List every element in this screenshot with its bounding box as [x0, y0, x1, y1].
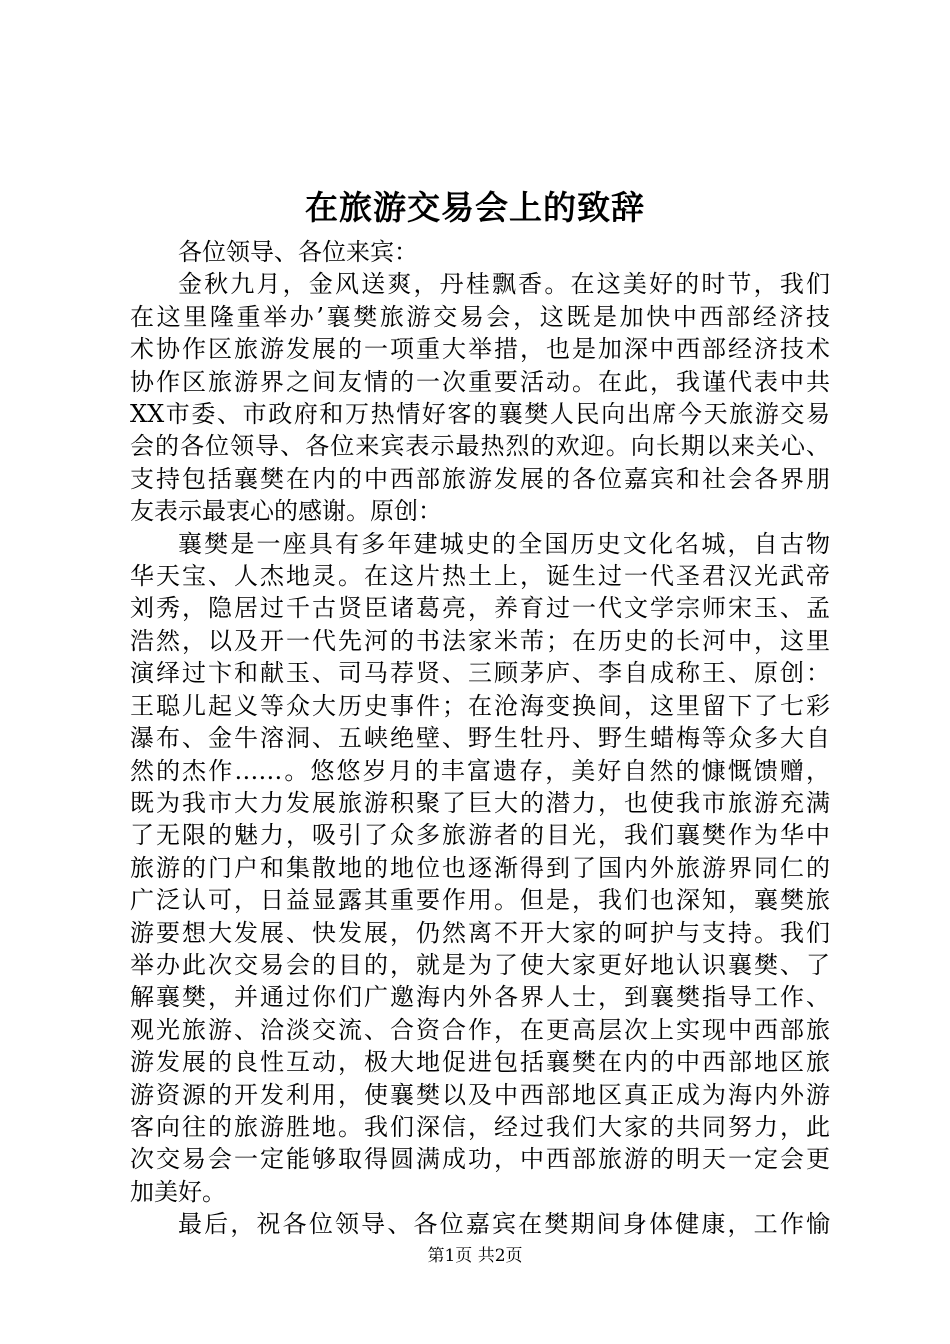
- paragraph-closing: [130, 1208, 830, 1240]
- text-line: 游资源的开发利用，使襄樊以及中西部地区真正成为海内外游: [130, 1080, 830, 1109]
- text-line: 最后，祝各位领导、各位嘉宾在樊期间身体健康，工作愉: [178, 1210, 830, 1239]
- text-line: 加美好。: [130, 1177, 226, 1206]
- document-title: 在旅游交易会上的致辞: [305, 188, 645, 227]
- text-line: 游发展的良性互动，极大地促进包括襄樊在内的中西部地区旅: [130, 1048, 830, 1077]
- paragraph-salutation: [130, 236, 830, 268]
- text-line: 术协作区旅游发展的一项重大举措，也是加深中西部经济技术: [130, 335, 830, 364]
- text-line: 各位领导、各位来宾：: [178, 238, 418, 266]
- text-line: 次交易会一定能够取得圆满成功，中西部旅游的明天一定会更: [130, 1145, 830, 1174]
- text-line: 会的各位领导、各位来宾表示最热烈的欢迎。向长期以来关心、: [130, 432, 830, 461]
- text-line: 华天宝、人杰地灵。在这片热土上，诞生过一代圣君汉光武帝: [130, 562, 830, 591]
- text-line: 支持包括襄樊在内的中西部旅游发展的各位嘉宾和社会各界朋: [130, 464, 830, 493]
- text-line: 协作区旅游界之间友情的一次重要活动。在此，我谨代表中共: [130, 367, 830, 396]
- paragraph-welcome: [130, 268, 830, 527]
- text-line: 王聪儿起义等众大历史事件；在沧海变换间，这里留下了七彩: [130, 691, 830, 720]
- text-line: 友表示最衷心的感谢。原创：: [130, 497, 442, 526]
- text-line: XX市委、市政府和万热情好客的襄樊人民向出席今天旅游交易: [130, 400, 830, 429]
- paragraph-history: [130, 528, 830, 1209]
- text-line: 举办此次交易会的目的，就是为了使大家更好地认识襄樊、了: [130, 950, 830, 979]
- document-body: [130, 236, 830, 1241]
- text-line: 瀑布、金牛溶洞、五峡绝壁、野生牡丹、野生蜡梅等众多大自: [130, 724, 830, 753]
- text-line: 在这里隆重举办’襄樊旅游交易会，这既是加快中西部经济技: [130, 302, 830, 331]
- text-line: 解襄樊，并通过你们广邀海内外各界人士，到襄樊指导工作、: [130, 983, 830, 1012]
- text-line: 浩然，以及开一代先河的书法家米芾；在历史的长河中，这里: [130, 626, 830, 655]
- text-line: 旅游的门户和集散地的地位也逐渐得到了国内外旅游界同仁的: [130, 853, 830, 882]
- text-line: 广泛认可，日益显露其重要作用。但是，我们也深知，襄樊旅: [130, 886, 830, 915]
- text-line: 演绎过卞和献玉、司马荐贤、三顾茅庐、李自成称王、原创：: [130, 659, 830, 688]
- text-line: 既为我市大力发展旅游积聚了巨大的潜力，也使我市旅游充满: [130, 788, 830, 817]
- text-line: 客向往的旅游胜地。我们深信，经过我们大家的共同努力，此: [130, 1112, 830, 1141]
- text-line: 刘秀，隐居过千古贤臣诸葛亮，养育过一代文学宗师宋玉、孟: [130, 594, 830, 623]
- text-line: 然的杰作……。悠悠岁月的丰富遗存，美好自然的慷慨馈赠，: [130, 756, 830, 785]
- text-line: 了无限的魅力，吸引了众多旅游者的目光，我们襄樊作为华中: [130, 821, 830, 850]
- text-line: 襄樊是一座具有多年建城史的全国历史文化名城，自古物: [178, 529, 830, 558]
- text-line: 游要想大发展、快发展，仍然离不开大家的呵护与支持。我们: [130, 918, 830, 947]
- text-line: 观光旅游、洽淡交流、合资合作，在更高层次上实现中西部旅: [130, 1015, 830, 1044]
- page-number-footer: 第1页 共2页: [427, 1246, 523, 1266]
- text-line: 金秋九月，金风送爽，丹桂飘香。在这美好的时节，我们: [178, 270, 830, 299]
